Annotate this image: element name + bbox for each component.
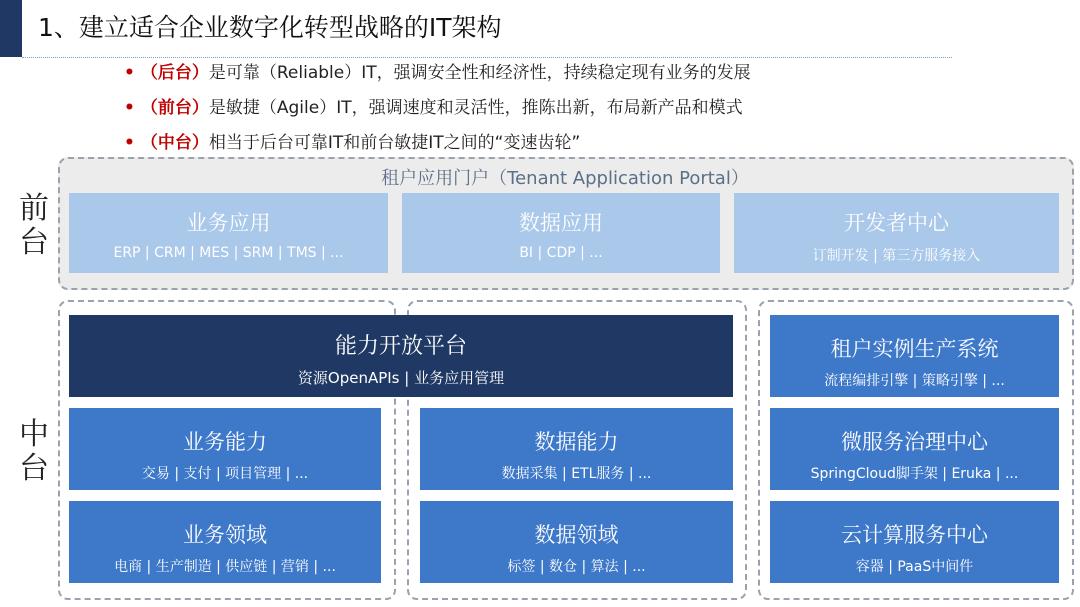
card-subtitle: 流程编排引擎 | 策略引擎 | ... xyxy=(824,373,1005,389)
card-cloud-computing-center xyxy=(770,501,1059,583)
card-data-domain xyxy=(420,501,733,583)
card-title: 业务应用 xyxy=(186,211,271,235)
card-business-capability xyxy=(69,408,381,490)
card-title: 数据领域 xyxy=(534,523,619,547)
page-title: 1、建立适合企业数字化转型战略的IT架构 xyxy=(38,13,502,42)
bullet-text: 相当于后台可靠IT和前台敏捷IT之间的“变速齿轮” xyxy=(208,133,581,153)
bullet-frontend xyxy=(124,93,743,118)
card-subtitle: BI | CDP | ... xyxy=(519,245,603,261)
card-capability-platform xyxy=(69,315,733,397)
card-developer-center xyxy=(734,193,1059,273)
card-tenant-instance-system xyxy=(770,315,1059,397)
card-title: 能力开放平台 xyxy=(334,334,467,359)
card-title: 数据能力 xyxy=(534,430,619,454)
card-business-domain xyxy=(69,501,381,583)
bullet-text: 是可靠（Reliable）IT，强调安全性和经济性，持续稳定现有业务的发展 xyxy=(208,63,751,83)
bullet-text: 是敏捷（Agile）IT，强调速度和灵活性，推陈出新，布局新产品和模式 xyxy=(208,98,743,118)
bullet-tag: （后台） xyxy=(140,63,209,83)
card-data-apps xyxy=(402,193,720,273)
bullet-tag: （中台） xyxy=(140,133,209,153)
bullet-dot: • xyxy=(124,63,135,83)
card-subtitle: ERP | CRM | MES | SRM | TMS | ... xyxy=(113,245,344,261)
card-title: 微服务治理中心 xyxy=(841,430,988,454)
card-data-capability xyxy=(420,408,733,490)
card-title: 业务能力 xyxy=(183,430,267,454)
card-subtitle: 数据采集 | ETL服务 | ... xyxy=(501,466,652,482)
title-accent-bar xyxy=(0,0,22,57)
portal-title: 租户应用门户（Tenant Application Portal） xyxy=(381,168,749,189)
bullet-backend xyxy=(124,58,751,83)
card-subtitle: 标签 | 数仓 | 算法 | ... xyxy=(507,559,646,575)
card-subtitle: 电商 | 生产制造 | 供应链 | 营销 | ... xyxy=(114,559,336,575)
card-subtitle: 订制开发 | 第三方服务接入 xyxy=(812,248,981,264)
middle-layer-label: 中台 xyxy=(19,417,49,486)
bullet-dot: • xyxy=(124,98,135,118)
card-business-apps xyxy=(69,193,388,273)
card-subtitle: SpringCloud脚手架 | Eruka | ... xyxy=(810,466,1019,482)
card-title: 开发者中心 xyxy=(844,211,949,235)
card-title: 数据应用 xyxy=(519,211,603,235)
card-subtitle: 资源OpenAPIs | 业务应用管理 xyxy=(297,369,505,387)
card-title: 云计算服务中心 xyxy=(841,523,988,547)
card-title: 业务领域 xyxy=(183,523,267,547)
card-microservice-governance xyxy=(770,408,1059,490)
card-title: 租户实例生产系统 xyxy=(830,337,999,361)
card-subtitle: 交易 | 支付 | 项目管理 | ... xyxy=(141,466,309,482)
bullet-tag: （前台） xyxy=(140,98,209,118)
front-layer-label: 前台 xyxy=(19,191,49,260)
card-subtitle: 容器 | PaaS中间件 xyxy=(855,559,974,575)
bullet-dot: • xyxy=(124,133,135,153)
bullet-middle xyxy=(124,128,580,153)
